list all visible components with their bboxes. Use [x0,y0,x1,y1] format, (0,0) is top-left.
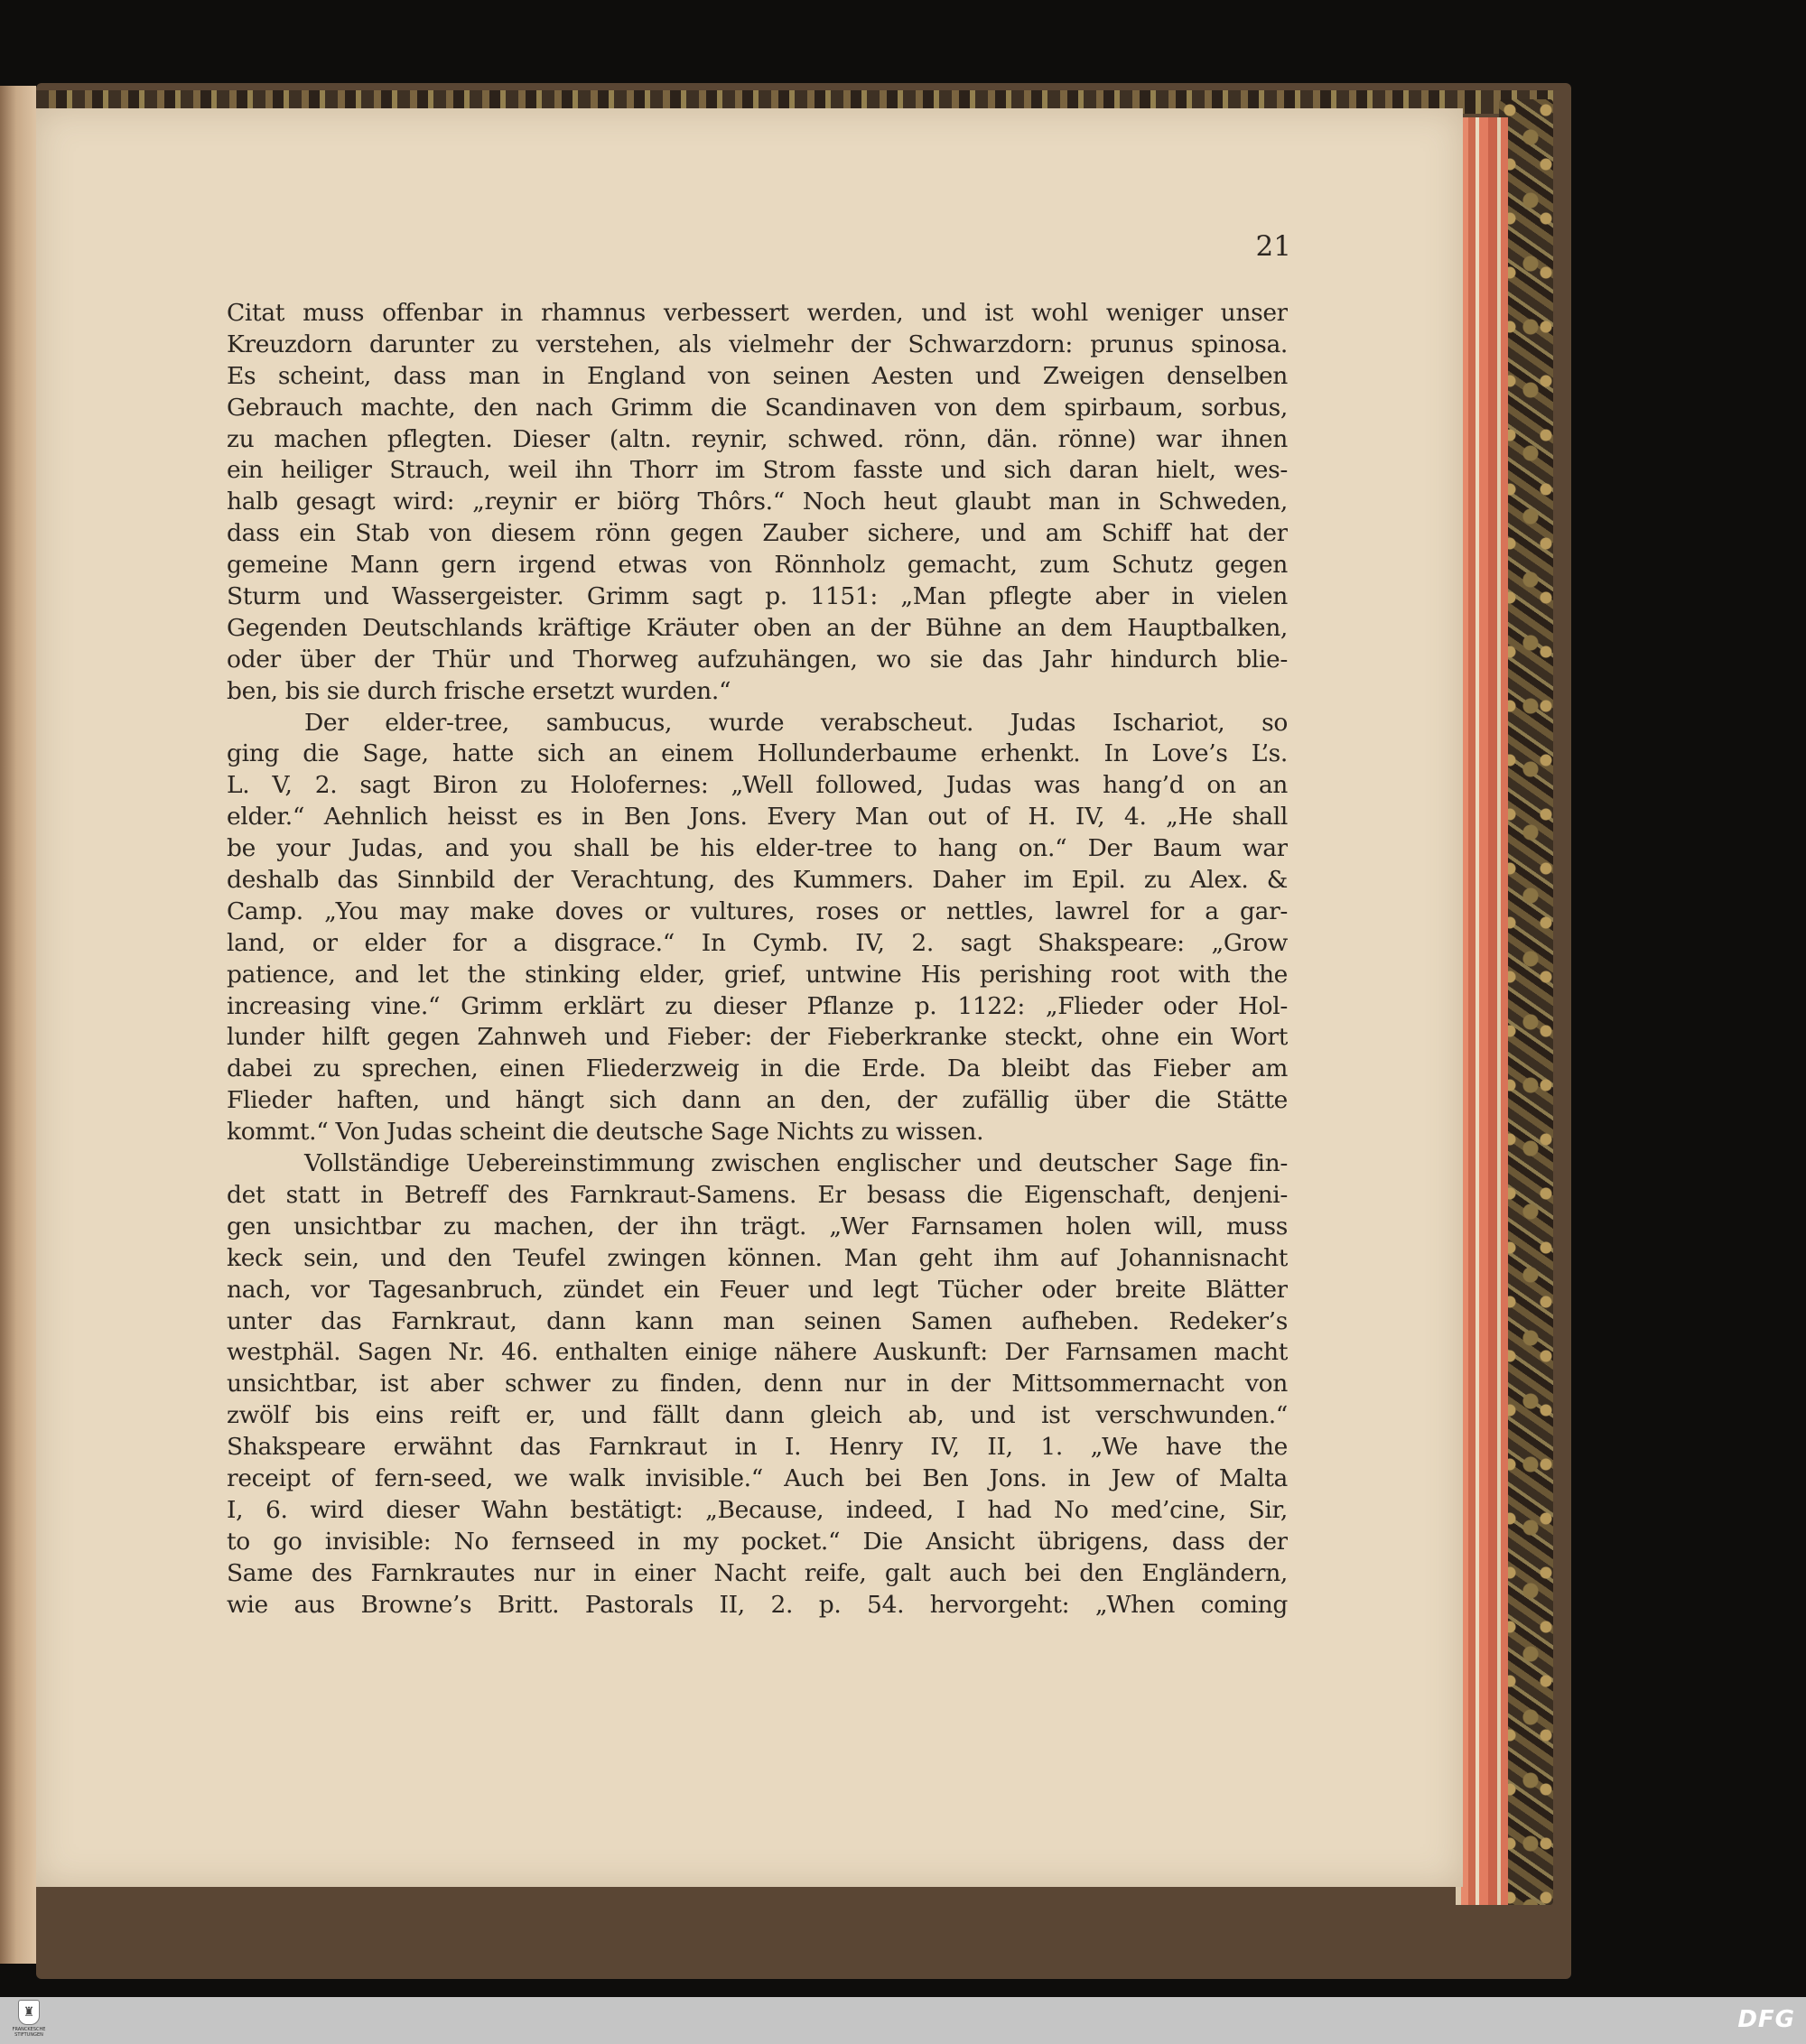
page-block-edge [1456,117,1508,1905]
text-line: patience, and let the stinking elder, grief, untwine His perishing root with the [227,960,1288,989]
text-line: oder über der Thür und Thorweg aufzuhängen, wo sie das Jahr hindurch blie- [227,645,1288,674]
dfg-logo[interactable]: DFG [1737,2006,1795,2033]
institution-logo[interactable] [7,2000,51,2041]
text-line: ging die Sage, hatte sich an einem Hollunderbaume erhenkt. In Love’s L’s. [227,739,1288,768]
text-line: westphäl. Sagen Nr. 46. enthalten einige nähere Auskunft: Der Farnsamen macht [227,1338,1288,1367]
text-line: det statt in Betreff des Farnkraut-Samens. Er besass die Eigenschaft, denjeni- [227,1180,1288,1209]
text-line: Same des Farnkrautes nur in einer Nacht reife, galt auch bei den Engländern, [227,1558,1288,1587]
text-line: gemeine Mann gern irgend etwas von Rönnholz gemacht, zum Schutz gegen [227,551,1288,580]
text-line: unter das Farnkraut, dann kann man seinen Samen aufheben. Redeker’s [227,1306,1288,1335]
text-line: increasing vine.“ Grimm erklärt zu dieser Pflanze p. 1122: „Flieder oder Hol- [227,991,1288,1020]
text-line: receipt of fern-seed, we walk invisible.“ Auch bei Ben Jons. in Jew of Malta [227,1463,1288,1492]
text-line: lunder hilft gegen Zahnweh und Fieber: der Fieberkranke steckt, ohne ein Wort [227,1023,1288,1052]
text-line: land, or elder for a disgrace.“ In Cymb. IV, 2. sagt Shakspeare: „Grow [227,928,1288,957]
text-line: Camp. „You may make doves or vultures, roses or nettles, lawrel for a gar- [227,897,1288,925]
text-line: Der elder-tree, sambucus, wurde verabscheut. Judas Ischariot, so [304,708,1288,737]
text-line: I, 6. wird dieser Wahn bestätigt: „Because, indeed, I had No med’cine, Sir, [227,1495,1288,1524]
text-line: Shakspeare erwähnt das Farnkraut in I. Henry IV, II, 1. „We have the [227,1433,1288,1462]
text-line: Kreuzdorn darunter zu verstehen, als vielmehr der Schwarzdorn: prunus spinosa. [227,330,1288,358]
text-line: dass ein Stab von diesem rönn gegen Zauber sichere, und am Schiff hat der [227,519,1288,548]
facing-page-edge [0,86,36,1964]
text-line: Flieder haften, und hängt sich dann an den, der zufällig über die Stätte [227,1086,1288,1115]
text-line: gen unsichtbar zu machen, der ihn trägt. „Wer Farnsamen holen will, muss [227,1212,1288,1240]
institution-logo-text: FRANCKESCHE STIFTUNGEN [12,2027,46,2038]
text-line: elder.“ Aehnlich heisst es in Ben Jons. Every Man out of H. IV, 4. „He shall [227,803,1288,832]
text-line: halb gesagt wird: „reynir er biörg Thôrs.“ Noch heut glaubt man in Schweden, [227,488,1288,516]
text-line: dabei zu sprechen, einen Fliederzweig in die Erde. Da bleibt das Fieber am [227,1055,1288,1083]
text-line: nach, vor Tagesanbruch, zündet ein Feuer und legt Tücher oder breite Blätter [227,1275,1288,1304]
text-line: L. V, 2. sagt Biron zu Holofernes: „Well followed, Judas was hang’d on an [227,771,1288,800]
text-line: zwölf bis eins reift er, und fällt dann gleich ab, und ist verschwunden.“ [227,1401,1288,1430]
body-text [227,298,1288,1621]
text-line: Gegenden Deutschlands kräftige Kräuter oben an der Bühne an dem Hauptbalken, [227,613,1288,642]
text-line: deshalb das Sinnbild der Verachtung, des Kummers. Daher im Epil. zu Alex. & [227,866,1288,895]
text-line: ben, bis sie durch frische ersetzt wurden.“ [227,676,731,705]
viewer-footer-bar [0,1997,1806,2044]
text-line: Es scheint, dass man in England von seinen Aesten und Zweigen denselben [227,361,1288,390]
text-line: wie aus Browne’s Britt. Pastorals II, 2. p. 54. hervorgeht: „When coming [227,1590,1288,1619]
text-line: be your Judas, and you shall be his elder-tree to hang on.“ Der Baum war [227,834,1288,863]
text-line: Sturm und Wassergeister. Grimm sagt p. 1151: „Man pflegte aber in vielen [227,582,1288,611]
text-line: Gebrauch machte, den nach Grimm die Scandinaven von dem spirbaum, sorbus, [227,393,1288,422]
text-line: Citat muss offenbar in rhamnus verbessert werden, und ist wohl weniger unser [227,299,1288,327]
page-number: 21 [1255,230,1291,263]
text-line: Vollständige Uebereinstimmung zwischen englischer und deutscher Sage fin- [304,1149,1288,1178]
text-line: unsichtbar, ist aber schwer zu finden, denn nur in der Mittsommernacht von [227,1370,1288,1398]
text-line: ein heiliger Strauch, weil ihn Thorr im Strom fasste und sich daran hielt, wes- [227,456,1288,485]
text-line: kommt.“ Von Judas scheint die deutsche Sage Nichts zu wissen. [227,1118,984,1147]
text-line: zu machen pflegten. Dieser (altn. reynir, schwed. rönn, dän. rönne) war ihnen [227,424,1288,453]
text-line: to go invisible: No fernseed in my pocket.“ Die Ansicht übrigens, dass der [227,1527,1288,1556]
text-line: keck sein, und den Teufel zwingen können. Man geht ihm auf Johannisnacht [227,1243,1288,1272]
foundation-emblem-icon: ♜ [18,2000,40,2025]
